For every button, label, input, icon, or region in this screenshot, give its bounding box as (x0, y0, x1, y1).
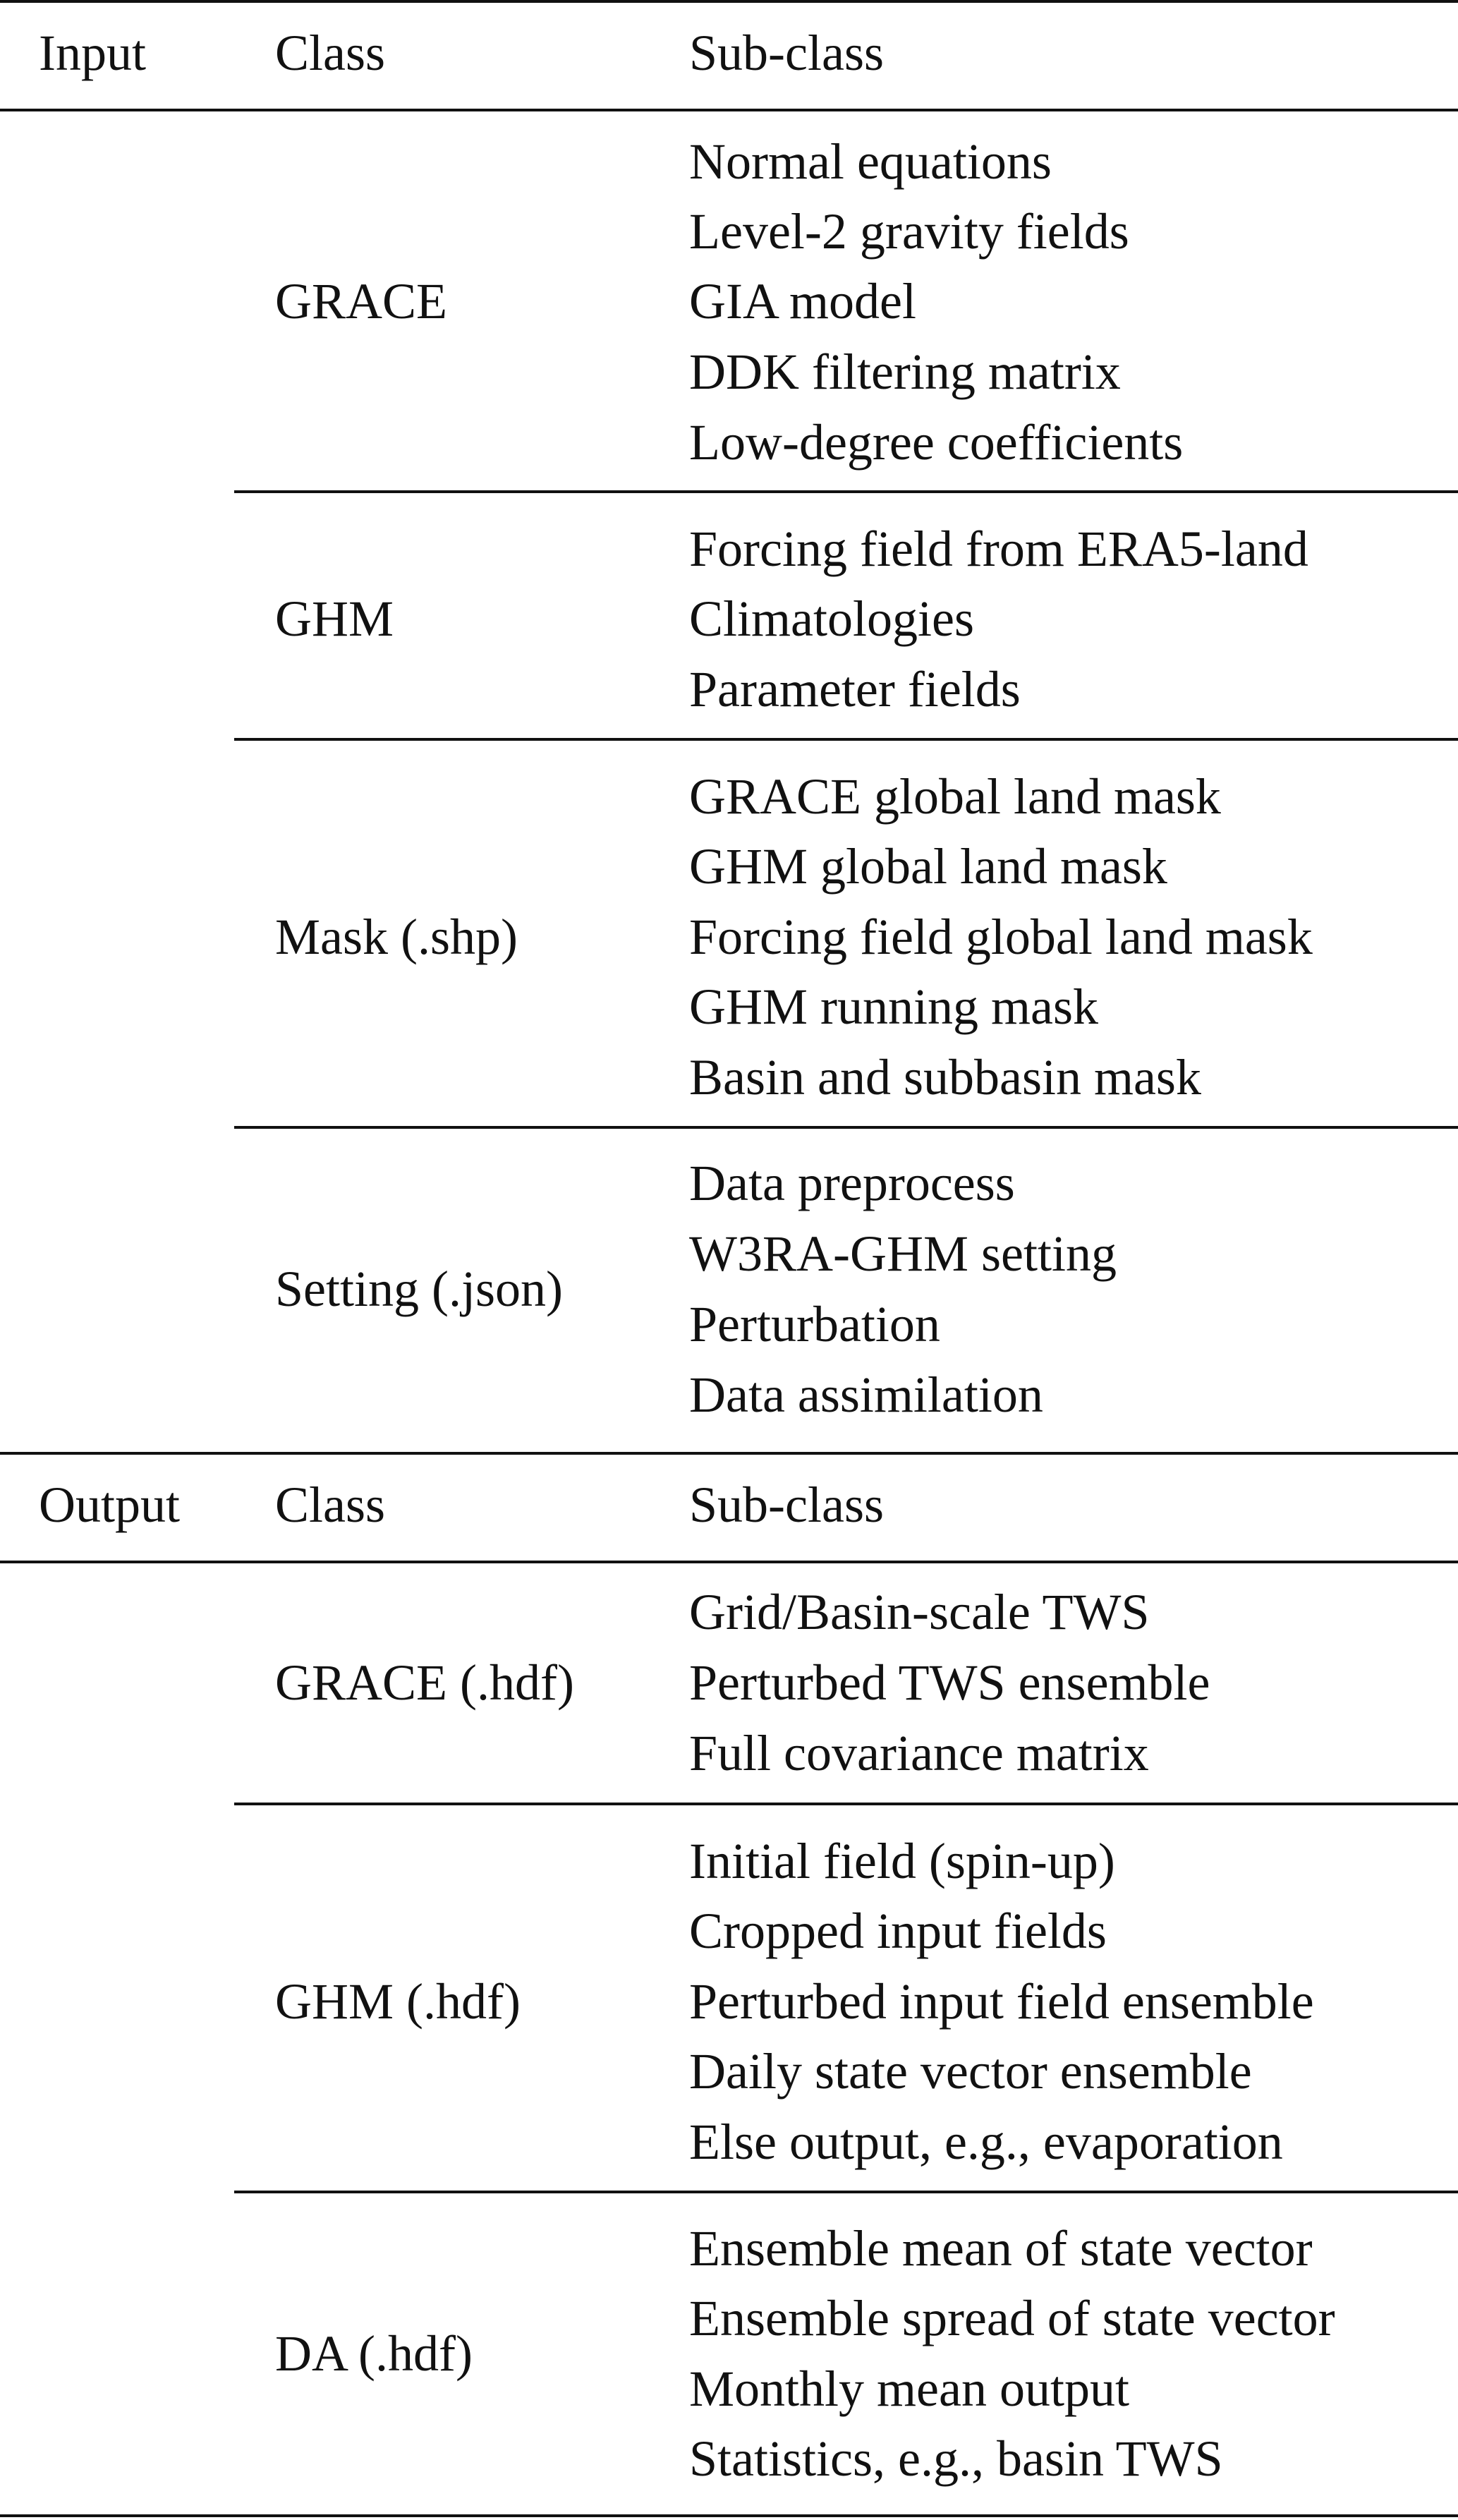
grace-subclass-2: Level-2 gravity fields (689, 203, 1129, 260)
input-section-end-rule (0, 1452, 1458, 1455)
setting-subclass-2: W3RA-GHM setting (689, 1225, 1117, 1282)
ghm-subclass-2: Climatologies (689, 590, 974, 647)
ghm-output-class-label: GHM (.hdf) (275, 1973, 521, 2030)
da-output-subclass-1: Ensemble mean of state vector (689, 2220, 1313, 2277)
ghm-class-label: GHM (275, 590, 394, 647)
setting-class-label: Setting (.json) (275, 1261, 563, 1317)
grace-subclass-1: Normal equations (689, 133, 1052, 190)
mask-subclass-5: Basin and subbasin mask (689, 1049, 1201, 1105)
grace-output-subclass-3: Full covariance matrix (689, 1725, 1149, 1781)
output-header-rule (0, 1561, 1458, 1563)
grace-output-class-label: GRACE (.hdf) (275, 1654, 574, 1711)
output-header-label: Output (39, 1477, 181, 1533)
input-header-label: Input (39, 25, 146, 81)
mask-subclass-1: GRACE global land mask (689, 768, 1221, 825)
grace-class-label: GRACE (275, 273, 448, 329)
ghm-row-rule (234, 738, 1458, 741)
ghm-output-subclass-2: Cropped input fields (689, 1903, 1107, 1959)
mask-row-rule (234, 1126, 1458, 1129)
output-subclass-header: Sub-class (689, 1477, 884, 1533)
grace-output-row-rule (234, 1803, 1458, 1805)
ghm-output-row-rule (234, 2191, 1458, 2193)
ghm-output-subclass-1: Initial field (spin-up) (689, 1833, 1115, 1889)
grace-output-subclass-2: Perturbed TWS ensemble (689, 1654, 1210, 1711)
table-top-rule (0, 0, 1458, 3)
da-output-subclass-3: Monthly mean output (689, 2361, 1129, 2417)
mask-class-label: Mask (.shp) (275, 909, 518, 965)
da-output-class-label: DA (.hdf) (275, 2325, 473, 2382)
mask-subclass-4: GHM running mask (689, 979, 1098, 1035)
ghm-output-subclass-4: Daily state vector ensemble (689, 2043, 1252, 2100)
grace-output-subclass-1: Grid/Basin-scale TWS (689, 1584, 1150, 1640)
input-subclass-header: Sub-class (689, 25, 884, 81)
grace-subclass-3: GIA model (689, 273, 916, 329)
input-header-rule (0, 109, 1458, 111)
grace-subclass-4: DDK filtering matrix (689, 344, 1121, 400)
output-class-header: Class (275, 1477, 386, 1533)
ghm-subclass-1: Forcing field from ERA5-land (689, 521, 1308, 577)
grace-row-rule (234, 490, 1458, 493)
grace-subclass-5: Low-degree coefficients (689, 414, 1184, 471)
ghm-subclass-3: Parameter fields (689, 661, 1021, 717)
table-bottom-rule (0, 2514, 1458, 2517)
mask-subclass-2: GHM global land mask (689, 838, 1167, 895)
setting-subclass-4: Data assimilation (689, 1367, 1043, 1423)
da-output-subclass-2: Ensemble spread of state vector (689, 2290, 1335, 2346)
ghm-output-subclass-3: Perturbed input field ensemble (689, 1973, 1314, 2030)
input-class-header: Class (275, 25, 386, 81)
ghm-output-subclass-5: Else output, e.g., evaporation (689, 2114, 1283, 2170)
setting-subclass-3: Perturbation (689, 1296, 940, 1352)
da-output-subclass-4: Statistics, e.g., basin TWS (689, 2430, 1223, 2487)
setting-subclass-1: Data preprocess (689, 1155, 1015, 1211)
mask-subclass-3: Forcing field global land mask (689, 909, 1313, 965)
